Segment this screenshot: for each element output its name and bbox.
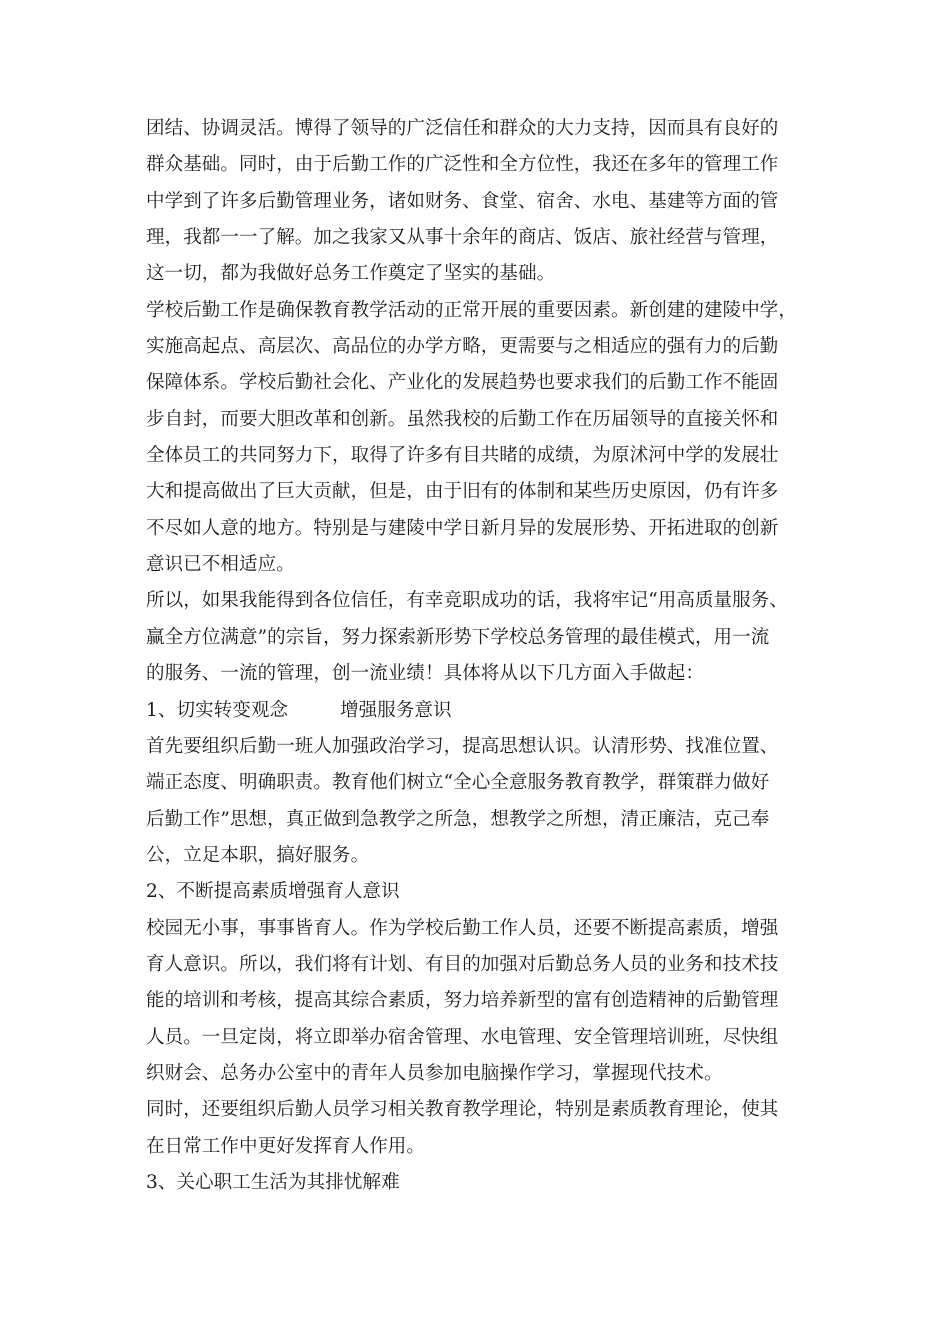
text-line: 所以，如果我能得到各位信任，有幸竞职成功的话，我将牢记“用高质量服务、 — [146, 590, 788, 612]
text-line: 不尽如人意的地方。特别是与建陵中学日新月异的发展形势、开拓进取的创新 — [146, 517, 779, 539]
text-line: 群众基础。同时，由于后勤工作的广泛性和全方位性，我还在多年的管理工作 — [146, 154, 779, 176]
text-line: 公，立足本职，搞好服务。 — [146, 844, 370, 866]
text-line: 全体员工的共同努力下，取得了许多有目共睹的成绩，为原沭河中学的发展壮 — [146, 445, 779, 467]
text-line: 人员。一旦定岗，将立即举办宿舍管理、水电管理、安全管理培训班，尽快组 — [146, 1026, 779, 1048]
text-line: 校园无小事，事事皆育人。作为学校后勤工作人员，还要不断提高素质，增强 — [146, 917, 779, 939]
text-line: 织财会、总务办公室中的青年人员参加电脑操作学习，掌握现代技术。 — [146, 1062, 723, 1084]
text-line: 中学到了许多后勤管理业务，诸如财务、食堂、宿舍、水电、基建等方面的管 — [146, 190, 779, 212]
section-heading-1-part-a: 1、切实转变观念 — [146, 699, 289, 721]
text-line: 保障体系。学校后勤社会化、产业化的发展趋势也要求我们的后勤工作不能固 — [146, 372, 779, 394]
text-line: 后勤工作”思想，真正做到急教学之所急，想教学之所想，清正廉洁，克己奉 — [146, 808, 770, 830]
document-body — [146, 111, 810, 1201]
text-line: 大和提高做出了巨大贡献，但是，由于旧有的体制和某些历史原因，仍有许多 — [146, 481, 779, 503]
text-line: 学校后勤工作是确保教育教学活动的正常开展的重要因素。新创建的建陵中学， — [146, 299, 798, 321]
text-line: 同时，还要组织后勤人员学习相关教育教学理论，特别是素质教育理论，使其 — [146, 1099, 779, 1121]
section-heading-3: 3、关心职工生活为其排忧解难 — [146, 1171, 400, 1193]
text-line: 首先要组织后勤一班人加强政治学习，提高思想认识。认清形势、找准位置、 — [146, 735, 779, 757]
text-line: 意识已不相适应。 — [146, 554, 295, 576]
text-line: 端正态度、明确职责。教育他们树立“全心全意服务教育教学，群策群力做好 — [146, 772, 770, 794]
text-line: 团结、协调灵活。博得了领导的广泛信任和群众的大力支持，因而具有良好的 — [146, 118, 779, 139]
text-line: 能的培训和考核，提高其综合素质，努力培养新型的富有创造精神的后勤管理 — [146, 990, 779, 1012]
text-line: 的服务、一流的管理，创一流业绩！具体将从以下几方面入手做起： — [146, 663, 705, 685]
text-line: 赢全方位满意”的宗旨，努力探索新形势下学校总务管理的最佳模式，用一流 — [146, 626, 770, 648]
text-line: 育人意识。所以，我们将有计划、有目的加强对后勤总务人员的业务和技术技 — [146, 953, 779, 975]
text-line: 在日常工作中更好发挥育人作用。 — [146, 1135, 426, 1157]
section-heading-1 — [146, 693, 810, 729]
section-heading-1-part-b: 增强服务意识 — [340, 699, 452, 721]
text-line: 这一切，都为我做好总务工作奠定了坚实的基础。 — [146, 263, 556, 285]
text-line: 实施高起点、高层次、高品位的办学方略，更需要与之相适应的强有力的后勤 — [146, 336, 779, 358]
text-line: 步自封，而要大胆改革和创新。虽然我校的后勤工作在历届领导的直接关怀和 — [146, 408, 779, 430]
section-heading-2: 2、不断提高素质增强育人意识 — [146, 881, 400, 903]
text-line: 理，我都一一了解。加之我家又从事十余年的商店、饭店、旅社经营与管理， — [146, 227, 779, 249]
